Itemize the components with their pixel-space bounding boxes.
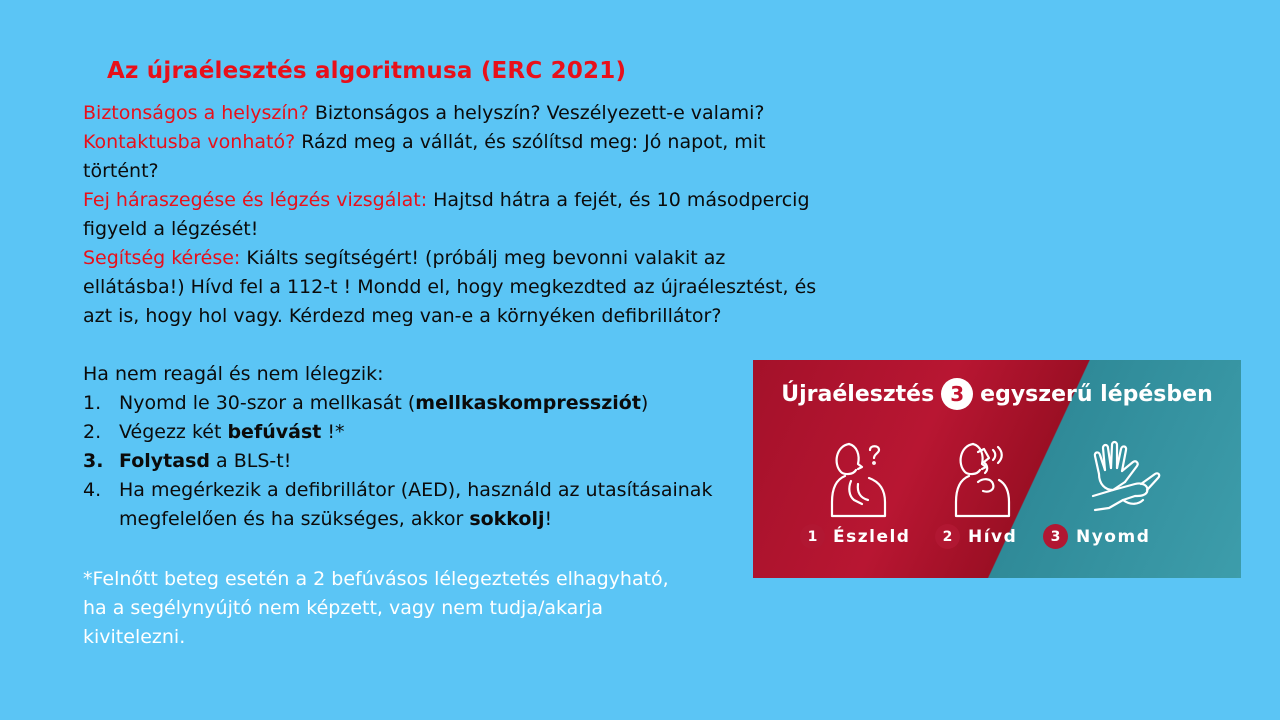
content-body: [83, 99, 818, 534]
step-number: 3.: [83, 450, 104, 472]
check-label: Kontaktusba vonható?: [83, 131, 296, 153]
check-text: Kiálts segítségért! (próbálj meg bevonni valakit az ellátásba!) Hívd fel a 112-t ! Mondd el, hogy megkezdted az újraélesztést, és azt is, hogy hol vagy. Kérdezd meg van-e a környéken defibrillátor?: [83, 247, 817, 327]
check-breathing: [83, 186, 818, 244]
check-help: [83, 244, 818, 331]
algorithm-steps: [83, 389, 818, 534]
banner-title: [753, 378, 1241, 410]
cpr-banner: [753, 360, 1241, 578]
check-text: Biztonságos a helyszín? Veszélyezett-e valami?: [308, 102, 765, 124]
list-item: [83, 447, 818, 476]
banner-title-number: 3: [941, 378, 973, 410]
spacer: [83, 331, 818, 360]
list-item: [83, 389, 818, 418]
banner-title-end: egyszerű lépésben: [980, 381, 1213, 407]
step-number: 1.: [83, 392, 102, 414]
step-text: Ha megérkezik a defibrillátor (AED), használd az utasításainak megfelelően és ha szükséges, akkor sokkolj!: [119, 479, 713, 530]
check-label: Fej háraszegése és légzés vizsgálat:: [83, 189, 428, 211]
hands-compression-icon: [1087, 440, 1167, 520]
step-text: Folytasd a BLS-t!: [119, 450, 292, 472]
step-number: 4.: [83, 479, 102, 501]
footnote-line: *Felnőtt beteg esetén a 2 befúvásos lélegeztetés elhagyható,: [83, 568, 669, 590]
list-item: [83, 418, 818, 447]
check-label: Biztonságos a helyszín?: [83, 102, 309, 124]
list-item: [83, 476, 818, 534]
step-number-badge: 3: [1043, 524, 1068, 549]
step-label-text: Észleld: [833, 526, 911, 547]
step-number-badge: 1: [800, 524, 825, 549]
step-label-text: Hívd: [968, 526, 1018, 547]
banner-title-start: Újraélesztés: [781, 381, 935, 407]
footnote-line: kivitelezni.: [83, 626, 186, 648]
person-question-icon: [825, 440, 899, 520]
check-contact: [83, 128, 818, 186]
step-number-badge: 2: [935, 524, 960, 549]
footnote-line: ha a segélynyújtó nem képzett, vagy nem tudja/akarja: [83, 597, 604, 619]
check-text: Hajtsd hátra a fejét, és 10 másodpercig figyeld a légzését!: [83, 189, 810, 240]
check-safety: [83, 99, 818, 128]
footnote: [83, 565, 723, 652]
step-hivd: [935, 524, 1017, 549]
step-label-text: Nyomd: [1076, 526, 1151, 547]
step-text: Nyomd le 30-szor a mellkasát (mellkaskompressziót): [119, 392, 649, 414]
step-text: Végezz két befúvást !*: [119, 421, 345, 443]
page-title: Az újraélesztés algoritmusa (ERC 2021): [107, 58, 627, 85]
check-label: Segítség kérése:: [83, 247, 241, 269]
person-phone-icon: [949, 440, 1023, 520]
step-eszleld: [800, 524, 910, 549]
step-nyomd: [1043, 524, 1150, 549]
check-text: Rázd meg a vállát, és szólítsd meg: Jó napot, mit történt?: [83, 131, 766, 182]
step-number: 2.: [83, 421, 102, 443]
algorithm-intro: Ha nem reagál és nem lélegzik:: [83, 363, 384, 385]
